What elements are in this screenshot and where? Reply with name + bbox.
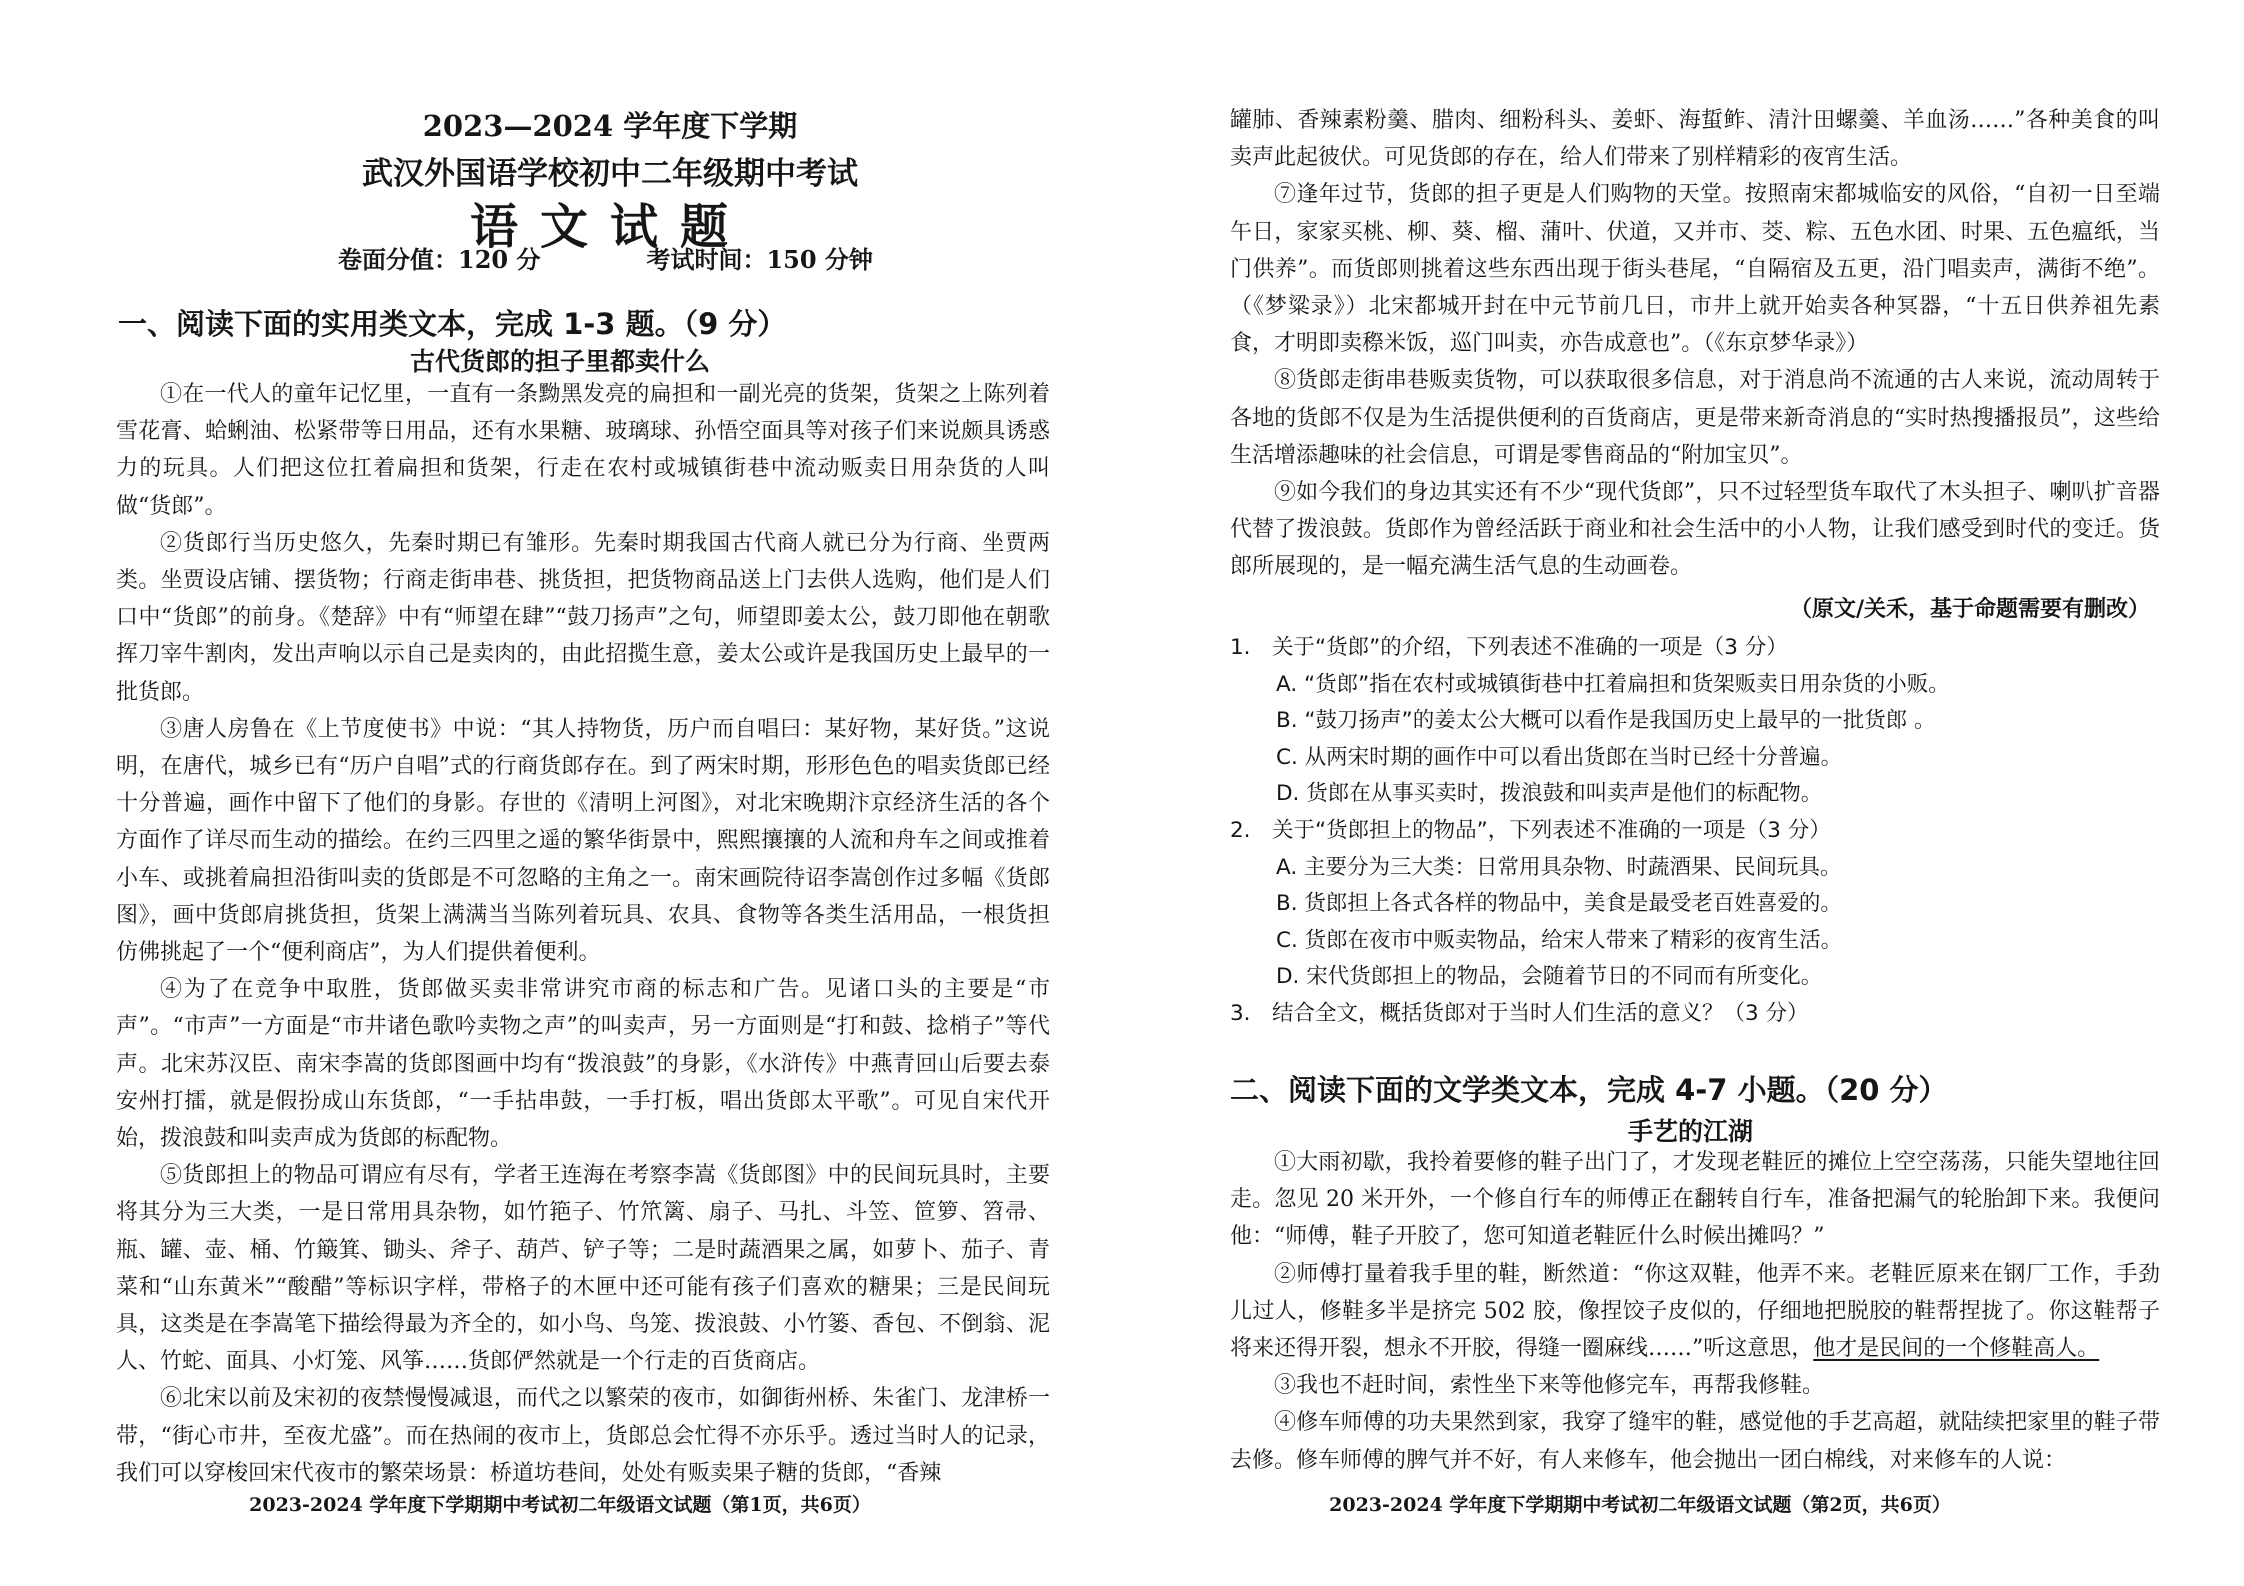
- question-3: [1230, 996, 2160, 1033]
- paragraph: ③我也不赶时间，索性坐下来等他修完车，再帮我修鞋。: [1274, 1373, 1825, 1399]
- section2-heading: 二、阅读下面的文学类文本，完成 4-7 小题。（20 分）: [1230, 1073, 1948, 1107]
- exam-subject: 语文试题: [469, 199, 750, 255]
- question-number: 1.: [1230, 635, 1251, 660]
- option: C. 从两宋时期的画作中可以看出货郎在当时已经十分普遍。: [1276, 744, 1843, 770]
- question-1: [1230, 630, 2160, 667]
- option: C. 货郎在夜市中贩卖物品，给宋人带来了精彩的夜宵生活。: [1276, 927, 1843, 953]
- question-list: [1230, 630, 2160, 1033]
- question-2: [1230, 813, 2160, 850]
- page-footer: 2023-2024 学年度下学期期中考试初二年级语文试题（第1页，共6页）: [249, 1494, 871, 1516]
- paragraph: 罐肺、香辣素粉羹、腊肉、细粉科头、姜虾、海蜇鲊、清汁田螺羹、羊血汤……”各种美食的叫卖声此起彼伏。可见货郎的存在，给人们带来了别样精彩的夜宵生活。: [1230, 108, 2161, 171]
- question-stem: 关于“货郎”的介绍，下列表述不准确的一项是（3 分）: [1272, 635, 1788, 660]
- option: B. 货郎担上各式各样的物品中，美食是最受老百姓喜爱的。: [1276, 891, 1842, 917]
- paragraph: ⑥北宋以前及宋初的夜禁慢慢减退，而代之以繁荣的夜市，如御街州桥、朱雀门、龙津桥一带，“街心市井，至夜尤盛”。而在热闹的夜市上，货郎总会忙得不亦乐乎。透过当时人的记录，我们可以穿梭回宋代夜市的繁荣场景：桥道坊巷间，处处有贩卖果子糖的货郎，“香辣: [116, 1386, 1050, 1486]
- paragraph: ④修车师傅的功夫果然到家，我穿了缝牢的鞋，感觉他的手艺高超，就陆续把家里的鞋子带去修。修车师傅的脾气并不好，有人来修车，他会抛出一团白棉线，对来修车的人说：: [1230, 1410, 2160, 1473]
- section1-heading: 一、阅读下面的实用类文本，完成 1-3 题。（9 分）: [118, 307, 787, 341]
- option: D. 货郎在从事买卖时，拨浪鼓和叫卖声是他们的标配物。: [1276, 781, 1823, 807]
- paragraph: ③唐人房鲁在《上节度使书》中说：“其人持物货，历户而自唱曰：某好物，某好货。”这说明，在唐代，城乡已有“历户自唱”式的行商货郎存在。到了两宋时期，形形色色的唱卖货郎已经十分普遍，画作中留下了他们的身影。存世的《清明上河图》，对北宋晚期汴京经济生活的各个方面作了详尽而生动的描绘。在约三四里之遥的繁华街景中，熙熙攘攘的人流和舟车之间或推着小车、或挑着扁担沿街叫卖的货郎是不可忽略的主角之一。南宋画院待诏李嵩创作过多幅《货郎图》，画中货郎肩挑货担，货架上满满当当陈列着玩具、农具、食物等各类生活用品，一根货担仿佛挑起了一个“便利商店”，为人们提供着便利。: [116, 716, 1050, 966]
- paragraph: ①大雨初歇，我拎着要修的鞋子出门了，才发现老鞋匠的摊位上空空荡荡，只能失望地往回走。忽见 20 米开外，一个修自行车的师傅正在翻转自行车，准备把漏气的轮胎卸下来。我便问他：“师傅，鞋子开胶了，您可知道老鞋匠什么时候出摊吗？”: [1230, 1150, 2160, 1250]
- article2-body: [1230, 1144, 2160, 1479]
- question-number: 3.: [1230, 1000, 1251, 1026]
- paragraph: ⑨如今我们的身边其实还有不少“现代货郎”，只不过轻型货车取代了木头担子、喇叭扩音器代替了拨浪鼓。货郎作为曾经活跃于商业和社会生活中的小人物，让我们感受到时代的变迁。货郎所展现的，是一幅充满生活气息的生动画卷。: [1230, 480, 2160, 580]
- article1-title: 古代货郎的担子里都卖什么: [410, 347, 711, 376]
- option: D. 宋代货郎担上的物品，会随着节日的不同而有所变化。: [1276, 964, 1823, 990]
- exam-score: 卷面分值：120 分: [338, 245, 541, 274]
- exam-year: 2023—2024 学年度下学期: [422, 109, 798, 143]
- option: B. “鼓刀扬声”的姜太公大概可以看作是我国历史上最早的一批货郎 。: [1276, 708, 1936, 734]
- paragraph: ⑤货郎担上的物品可谓应有尽有，学者王连海在考察李嵩《货郎图》中的民间玩具时，主要将其分为三大类，一是日常用具杂物，如竹筢子、竹笊篱、扇子、马扎、斗笠、笸箩、笤帚、瓶、罐、壶、桶、竹簸箕、锄头、斧子、葫芦、铲子等；二是时蔬酒果之属，如萝卜、茄子、青菜和“山东黄米”“酸醋”等标识字样，带格子的木匣中还可能有孩子们喜欢的糖果；三是民间玩具，这类是在李嵩笔下描绘得最为齐全的，如小鸟、鸟笼、拨浪鼓、小竹篓、香包、不倒翁、泥人、竹蛇、面具、小灯笼、风筝……货郎俨然就是一个行走的百货商店。: [116, 1163, 1050, 1375]
- paragraph: ⑧货郎走街串巷贩卖货物，可以获取很多信息，对于消息尚不流通的古人来说，流动周转于各地的货郎不仅是为生活提供便利的百货商店，更是带来新奇消息的“实时热搜播报员”，这些给生活增添趣味的社会信息，可谓是零售商品的“附加宝贝”。: [1230, 368, 2160, 468]
- question-stem: 关于“货郎担上的物品”，下列表述不准确的一项是（3 分）: [1272, 817, 1831, 843]
- exam-meta: [338, 240, 873, 275]
- exam-school: 武汉外国语学校初中二年级期中考试: [362, 156, 858, 192]
- paragraph: [1230, 1256, 2160, 1368]
- question-stem: 结合全文，概括货郎对于当时人们生活的意义？（3 分）: [1272, 1000, 1809, 1026]
- paragraph: ②货郎行当历史悠久，先秦时期已有雏形。先秦时期我国古代商人就已分为行商、坐贾两类。坐贾设店铺、摆货物；行商走街串巷、挑货担，把货物商品送上门去供人选购，他们是人们口中“货郎”的前身。《楚辞》中有“师望在肆”“鼓刀扬声”之句，师望即姜太公，鼓刀即他在朝歌挥刀宰牛割肉，发出声响以示自己是卖肉的，由此招揽生意，姜太公或许是我国历史上最早的一批货郎。: [116, 530, 1050, 705]
- source-note: （原文/关禾，基于命题需要有删改）: [1789, 596, 2150, 622]
- underlined-sentence: 他才是民间的一个修鞋高人。: [1813, 1336, 2100, 1362]
- paragraph: ⑦逢年过节，货郎的担子更是人们购物的天堂。按照南宋都城临安的风俗，“自初一日至端午日，家家买桃、柳、葵、榴、蒲叶、伏道，又并市、茭、粽、五色水团、时果、五色瘟纸，当门供养”。而货郎则挑着这些东西出现于街头巷尾，“自隔宿及五更，沿门唱卖声，满街不绝”。（《梦粱录》）北宋都城开封在中元节前几日，市井上就开始卖各种冥器，“十五日供养祖先素食，才明即卖穄米饭，巡门叫卖，亦告成意也”。（《东京梦华录》）: [1230, 182, 2161, 357]
- page-footer: 2023-2024 学年度下学期期中考试初二年级语文试题（第2页，共6页）: [1329, 1494, 1951, 1516]
- option: A. “货郎”指在农村或城镇街巷中扛着扁担和货架贩卖日用杂货的小贩。: [1276, 671, 1950, 697]
- paragraph-text: ②师傅打量着我手里的鞋，断然道：“你这双鞋，他弄不来。老鞋匠原来在钢厂工作，手劲儿过人，修鞋多半是挤完 502 胶，像捏饺子皮似的，仔细地把脱胶的鞋帮捏拢了。你这鞋帮子将来还得开裂，想永不开胶，得缝一圈麻线……”听这意思，: [1230, 1261, 2160, 1362]
- paragraph: ①在一代人的童年记忆里，一直有一条黝黑发亮的扁担和一副光亮的货架，货架之上陈列着雪花膏、蛤蜊油、松紧带等日用品，还有水果糖、玻璃球、孙悟空面具等对孩子们来说颇具诱惑力的玩具。人们把这位扛着扁担和货架，行走在农村或城镇街巷中流动贩卖日用杂货的人叫做“货郎”。: [116, 382, 1050, 519]
- option: A. 主要分为三大类：日常用具杂物、时蔬酒果、民间玩具。: [1276, 854, 1842, 880]
- question-number: 2.: [1230, 817, 1251, 843]
- paragraph: ④为了在竞争中取胜，货郎做买卖非常讲究市商的标志和广告。见诸口头的主要是“市声”。“市声”一方面是“市井诸色歌吟卖物之声”的叫卖声，另一方面则是“打和鼓、捻梢子”等代声。北宋苏汉臣、南宋李嵩的货郎图画中均有“拨浪鼓”的身影，《水浒传》中燕青回山后要去泰安州打擂，就是假扮成山东货郎，“一手拈串鼓，一手打板，唱出货郎太平歌”。可见自宋代开始，拨浪鼓和叫卖声成为货郎的标配物。: [116, 977, 1050, 1152]
- article2-title: 手艺的江湖: [1628, 1117, 1754, 1146]
- exam-time: 考试时间：150 分钟: [646, 245, 873, 274]
- article1-body-continued: [1230, 102, 2160, 586]
- article1-body: [116, 376, 1050, 1492]
